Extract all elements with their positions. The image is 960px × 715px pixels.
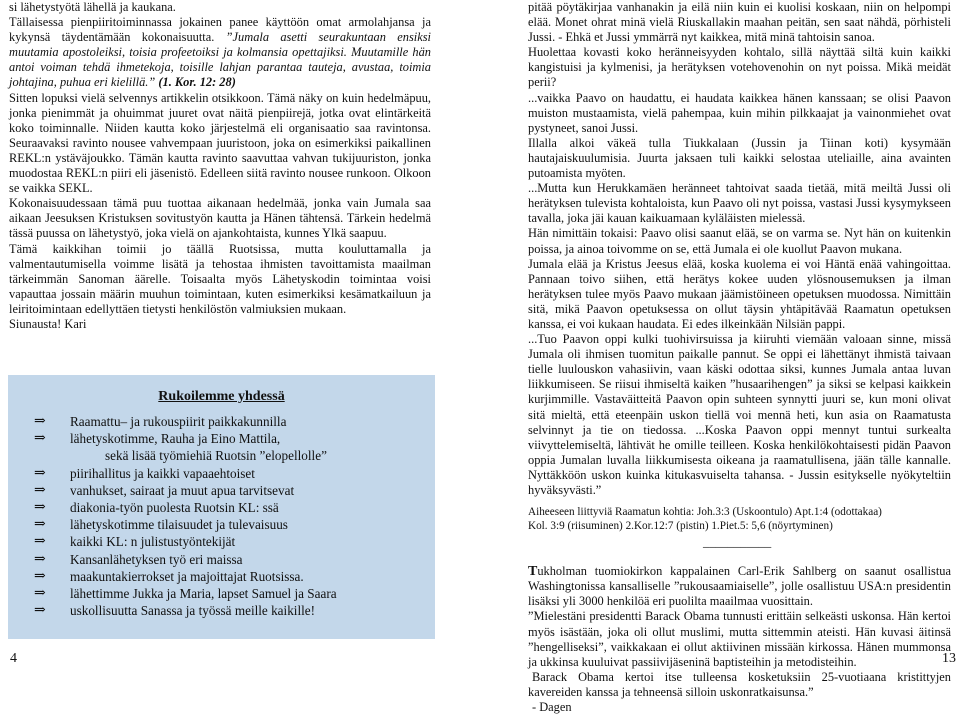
arrow-icon: ⇒ bbox=[34, 414, 46, 429]
prayer-item-text: Raamattu– ja rukouspiirit paikkakunnilla bbox=[70, 414, 287, 429]
arrow-icon: ⇒ bbox=[34, 551, 46, 567]
page-number-left: 4 bbox=[10, 651, 17, 666]
prayer-item bbox=[8, 465, 435, 482]
arrow-icon: ⇒ bbox=[34, 517, 46, 533]
paragraph: Jumala elää ja Kristus Jeesus elää, koska kuolema ei voi Häntä enää vahingoittaa. Pannaan toivo siihen, että herätys kokee uuden ylösnousemuksen ja ilman herätyksen tulee myös Paavo mukaan jäämistöineen opetuksen muodossa. Nimittäin sitä, mikä Paavon opetuksessa on ollut täysin yhtäpitävää Raamatun opetuksen kanssa, ei voi kukaan haudata. Ei edes ilkeinkään Nilsiän pappi. bbox=[528, 256, 951, 331]
arrow-icon: ⇒ bbox=[34, 586, 46, 602]
paragraph: si lähetystyötä lähellä ja kaukana. bbox=[9, 0, 176, 14]
prayer-item-text: uskollisuutta Sanassa ja työssä meille kaikille! bbox=[70, 603, 316, 619]
paragraph: Tämä kaikkihan toimii jo täällä Ruotsissa, mutta kouluttamalla ja valmentautumisella voimme lisätä ja tehostaa ihmisten tavoittamista maailman tärkeimmän Sanoman äärelle. Toisaalta myös Lähetyskodin toimintaa voisi vapauttaa jossain määrin muuhun toimintaan, kuten esimerkiksi kesämatkailuun ja leiritoimintaan edellyttäen tietysti henkilöstön valmiuksien mukaan. bbox=[9, 241, 431, 316]
prayer-item bbox=[8, 482, 435, 499]
prayer-item-text: sekä lisää työmiehiä Ruotsin ”elopellolle” bbox=[105, 448, 327, 464]
paragraph: Hän nimittäin tokaisi: Paavo olisi saanut elää, se on varma se. Nyt hän on kuitenkin poissa, ja ainoa toivomme on se, että Jumala ei ole kuollut Paavon mukana. bbox=[528, 226, 951, 256]
arrow-icon: ⇒ bbox=[34, 603, 46, 619]
prayer-item-text: lähettimme Jukka ja Maria, lapset Samuel ja Saara bbox=[70, 586, 337, 602]
paragraph: Huolettaa kovasti koko heränneisyyden kohtalo, sillä näyttää siltä kuin kaikki kangistuisi ja kylmenisi, ja herätyksen votehovenohin on nyt poissa. Mikä meidät perii? bbox=[528, 45, 951, 90]
paragraph: Sitten lopuksi vielä selvennys artikkelin otsikkoon. Tämä näky on kuin hedelmäpuu, jonka pienimmät ja ohuimmat juuret ovat näitä pienpiirejä, jotka ovat elintärkeitä koko toiminnalle. Niiden kautta koko järjestelmä eli organisaatio saa ravintonsa. Seuraavaksi ravinto nousee vahvempaan juuristoon, joka on esimerkiksi paikallinen REKL:n ystäväjoukko. Tämän kautta ravinto saavuttaa vahvan tukijuuriston, jonka muodostaa REKL:n piiri eli jäsenistö. Edelleen siitä ravinto nousee runkoon. Olkoon se vaikka SEKL. bbox=[9, 90, 431, 196]
prayer-item-text: Kansanlähetyksen työ eri maissa bbox=[70, 551, 243, 567]
signature: - Dagen bbox=[532, 700, 572, 715]
prayer-item bbox=[8, 447, 435, 464]
right-column bbox=[528, 0, 951, 715]
left-column bbox=[9, 0, 431, 332]
paragraph: ”Mielestäni presidentti Barack Obama tunnusti erittäin selkeästi uskonsa. Hän kertoi myös isästään, joka oli ollut muslimi, mutta sittemmin ateisti. Hän kuvasi äitinsä ”hengelliseksi”, vaikkakaan ei ollut aktiivinen missään kirkossa. Hänen mummonsa ja ukkinsa kuuluivat passiivijäseninä baptisteihin ja metodisteihin. bbox=[528, 609, 951, 669]
paragraph: ...Mutta kun Herukkamäen heränneet tahtoivat saada tietää, mitä meiltä Jussi oli herätyksen tulevista kohtaloista, kun Paavo oli nyt poissa, vastasi Jussi kysymykseen tavalla, joka jäi kauan kaikuamaan kyläläisten mielessä. bbox=[528, 181, 951, 226]
prayer-item bbox=[8, 551, 435, 568]
prayer-item bbox=[8, 516, 435, 533]
prayer-item-text: lähetyskotimme, Rauha ja Eino Mattila, bbox=[70, 431, 281, 447]
paragraph: pitää pöytäkirjaa vanhanakin ja eilä niin kuin ei kuolisi koskaan, niin on helpompi elää. Monet ohrat minä vielä Riuskallakin maahan peitän, sen saat nähdä, pörhisteli Jussi. - Ehkä et Jussi ymmärrä nyt kaikkea, mitä minä tahtoisin sanoa. bbox=[528, 0, 951, 45]
paragraph: Tällaisessa pienpiiritoiminnassa jokainen panee käyttöön omat armolahjansa ja kykynsä täydentämään kokonaisuutta. ”Jumala asetti seurakuntaan ensiksi muutamia apostoleiksi, toisia profeetoiksi ja kolmansia opettajiksi. Muutamille hän antoi voiman tehdä ihmetekoja, toisille lahjan parantaa tauteja, avustaa, toimia johtajina, puhua eri kielillä.” (1. Kor. 12: 28) bbox=[9, 15, 431, 90]
prayer-item-text: diakonia-työn puolesta Ruotsin KL: ssä bbox=[70, 500, 279, 516]
paragraph: ...vaikka Paavo on haudattu, ei haudata kaikkea hänen kanssaan; se olisi Paavon muiston mustaamista, vielä pahempaa, kuin mihin pilkkaajat ja vainonmiehet ovat pystyneet, sanoi Jussi. bbox=[528, 90, 951, 135]
footnote-line: Aiheeseen liittyviä Raamatun kohtia: Joh.3:3 (Uskoontulo) Apt.1:4 (odottakaa) bbox=[528, 506, 882, 519]
paragraph: ...Tuo Paavon oppi kulki tuohivirsuissa ja kiiruhti viemään valoaan sinne, missä Jumala oli ihmisen tuomitun paikalle pannut. Se oppi ei lähettänyt ihmistä taivaan tielle luulouskon vahasiivin, vaan käski odottaa siksi, kunnes Jumala antaa luvan liikkumiseen. Se riisui ihmiseltä kaiken ”husaarihengen” ja siksi se kelpasi kaikkein kurjimmille. Vastaväitteitä Paavon opin suhteen synnytti juuri se, kun moni olivat sitä mieltä, että eteenpäin uskon tiellä voi mennä heti, kun asia on Raamatusta selvinnyt ja tie on tiedossa. ...Koska Paavon oppi mennyt tuntui surkealta viivyttelemiseltä, lähtivät he omille teilleen. Koska henkilökohtaisesti pidän Paavon oppia Jumalan luvalla liikkumisesta oikeana ja raamatullisena, jään tälle kannalle. Nyttäkköön uskon kuinka kitukasvuiselta tahansa. - Jussin esitykselle nyökyteltiin hyväksyvästi.” bbox=[528, 332, 951, 497]
arrow-icon: ⇒ bbox=[34, 568, 46, 584]
footnote bbox=[528, 506, 951, 533]
arrow-icon: ⇒ bbox=[34, 465, 46, 481]
prayer-item-text: piirihallitus ja kaikki vapaaehtoiset bbox=[70, 465, 255, 481]
divider: ___________ bbox=[703, 535, 772, 550]
arrow-icon: ⇒ bbox=[34, 482, 46, 498]
prayer-item bbox=[8, 602, 435, 619]
prayer-item bbox=[8, 499, 435, 516]
footnote-line: Kol. 3:9 (riisuminen) 2.Kor.12:7 (pistin) 1.Piet.5: 5,6 (nöyrtyminen) bbox=[528, 519, 833, 532]
paragraph: Illalla alkoi väkeä tulla Tiukkalaan (Jussin ja Tiinan koti) kysymään hautajaiskuulumisia. Juurta jaksaen tuli kaikki selostaa uteliaille, aina avainten putoamista myöten. bbox=[528, 135, 951, 181]
prayer-item-text: kaikki KL: n julistustyöntekijät bbox=[70, 534, 236, 550]
prayer-list bbox=[8, 413, 435, 619]
prayer-item bbox=[8, 430, 435, 447]
prayer-item bbox=[8, 585, 435, 602]
prayer-item-text: maakuntakierrokset ja majoittajat Ruotsissa. bbox=[70, 568, 304, 584]
bible-quote: ”Jumala asetti seurakuntaan ensiksi muutamia apostoleiksi, toisia profeetoiksi ja kolmansia opettajiksi. Muutamille hän antoi voiman tehdä ihmetekoja, toisille lahjan parantaa tauteja, avustaa, toimia johtajina, puhua eri kielillä.” bbox=[9, 30, 431, 90]
prayer-box-title: Rukoilemme yhdessä bbox=[158, 389, 285, 404]
prayer-item bbox=[8, 413, 435, 430]
prayer-item bbox=[8, 568, 435, 585]
drop-cap: T bbox=[528, 564, 538, 580]
bible-reference: (1. Kor. 12: 28) bbox=[155, 75, 236, 90]
prayer-item bbox=[8, 533, 435, 550]
prayer-item-text: lähetyskotimme tilaisuudet ja tulevaisuus bbox=[70, 517, 288, 533]
arrow-icon: ⇒ bbox=[34, 431, 46, 447]
page-number-right: 13 bbox=[942, 651, 956, 666]
prayer-item-text: vanhukset, sairaat ja muut apua tarvitsevat bbox=[70, 482, 295, 498]
signature: Siunausta! Kari bbox=[9, 316, 87, 331]
prayer-box bbox=[8, 375, 435, 639]
arrow-icon: ⇒ bbox=[34, 534, 46, 550]
paragraph: Barack Obama kertoi itse tulleensa kosketuksiin 25-vuotiaana kristittyjen kavereiden kanssa ja tehneensä silloin uskonratkaisunsa.” bbox=[528, 669, 951, 699]
arrow-icon: ⇒ bbox=[34, 500, 46, 516]
paragraph: Tukholman tuomiokirkon kappalainen Carl-Erik Sahlberg on saanut osallistua Washingtonissa kansalliselle ”rukousaamiaiselle”, jolle osallistuu USA:n presidentin lisäksi yli 3000 henkilöä eri puolilta maailmaa vuosittain. bbox=[528, 564, 951, 609]
paragraph: Kokonaisuudessaan tämä puu tuottaa aikanaan hedelmää, jonka vain Jumala saa aikaan Jeesuksen Kristuksen sovitustyön kautta ja Hänen tähtensä. Tärkein hedelmä tässä puussa on lähetystyö, joka vielä on ajankohtaista, kunnes Ylkä saapuu. bbox=[9, 196, 431, 241]
